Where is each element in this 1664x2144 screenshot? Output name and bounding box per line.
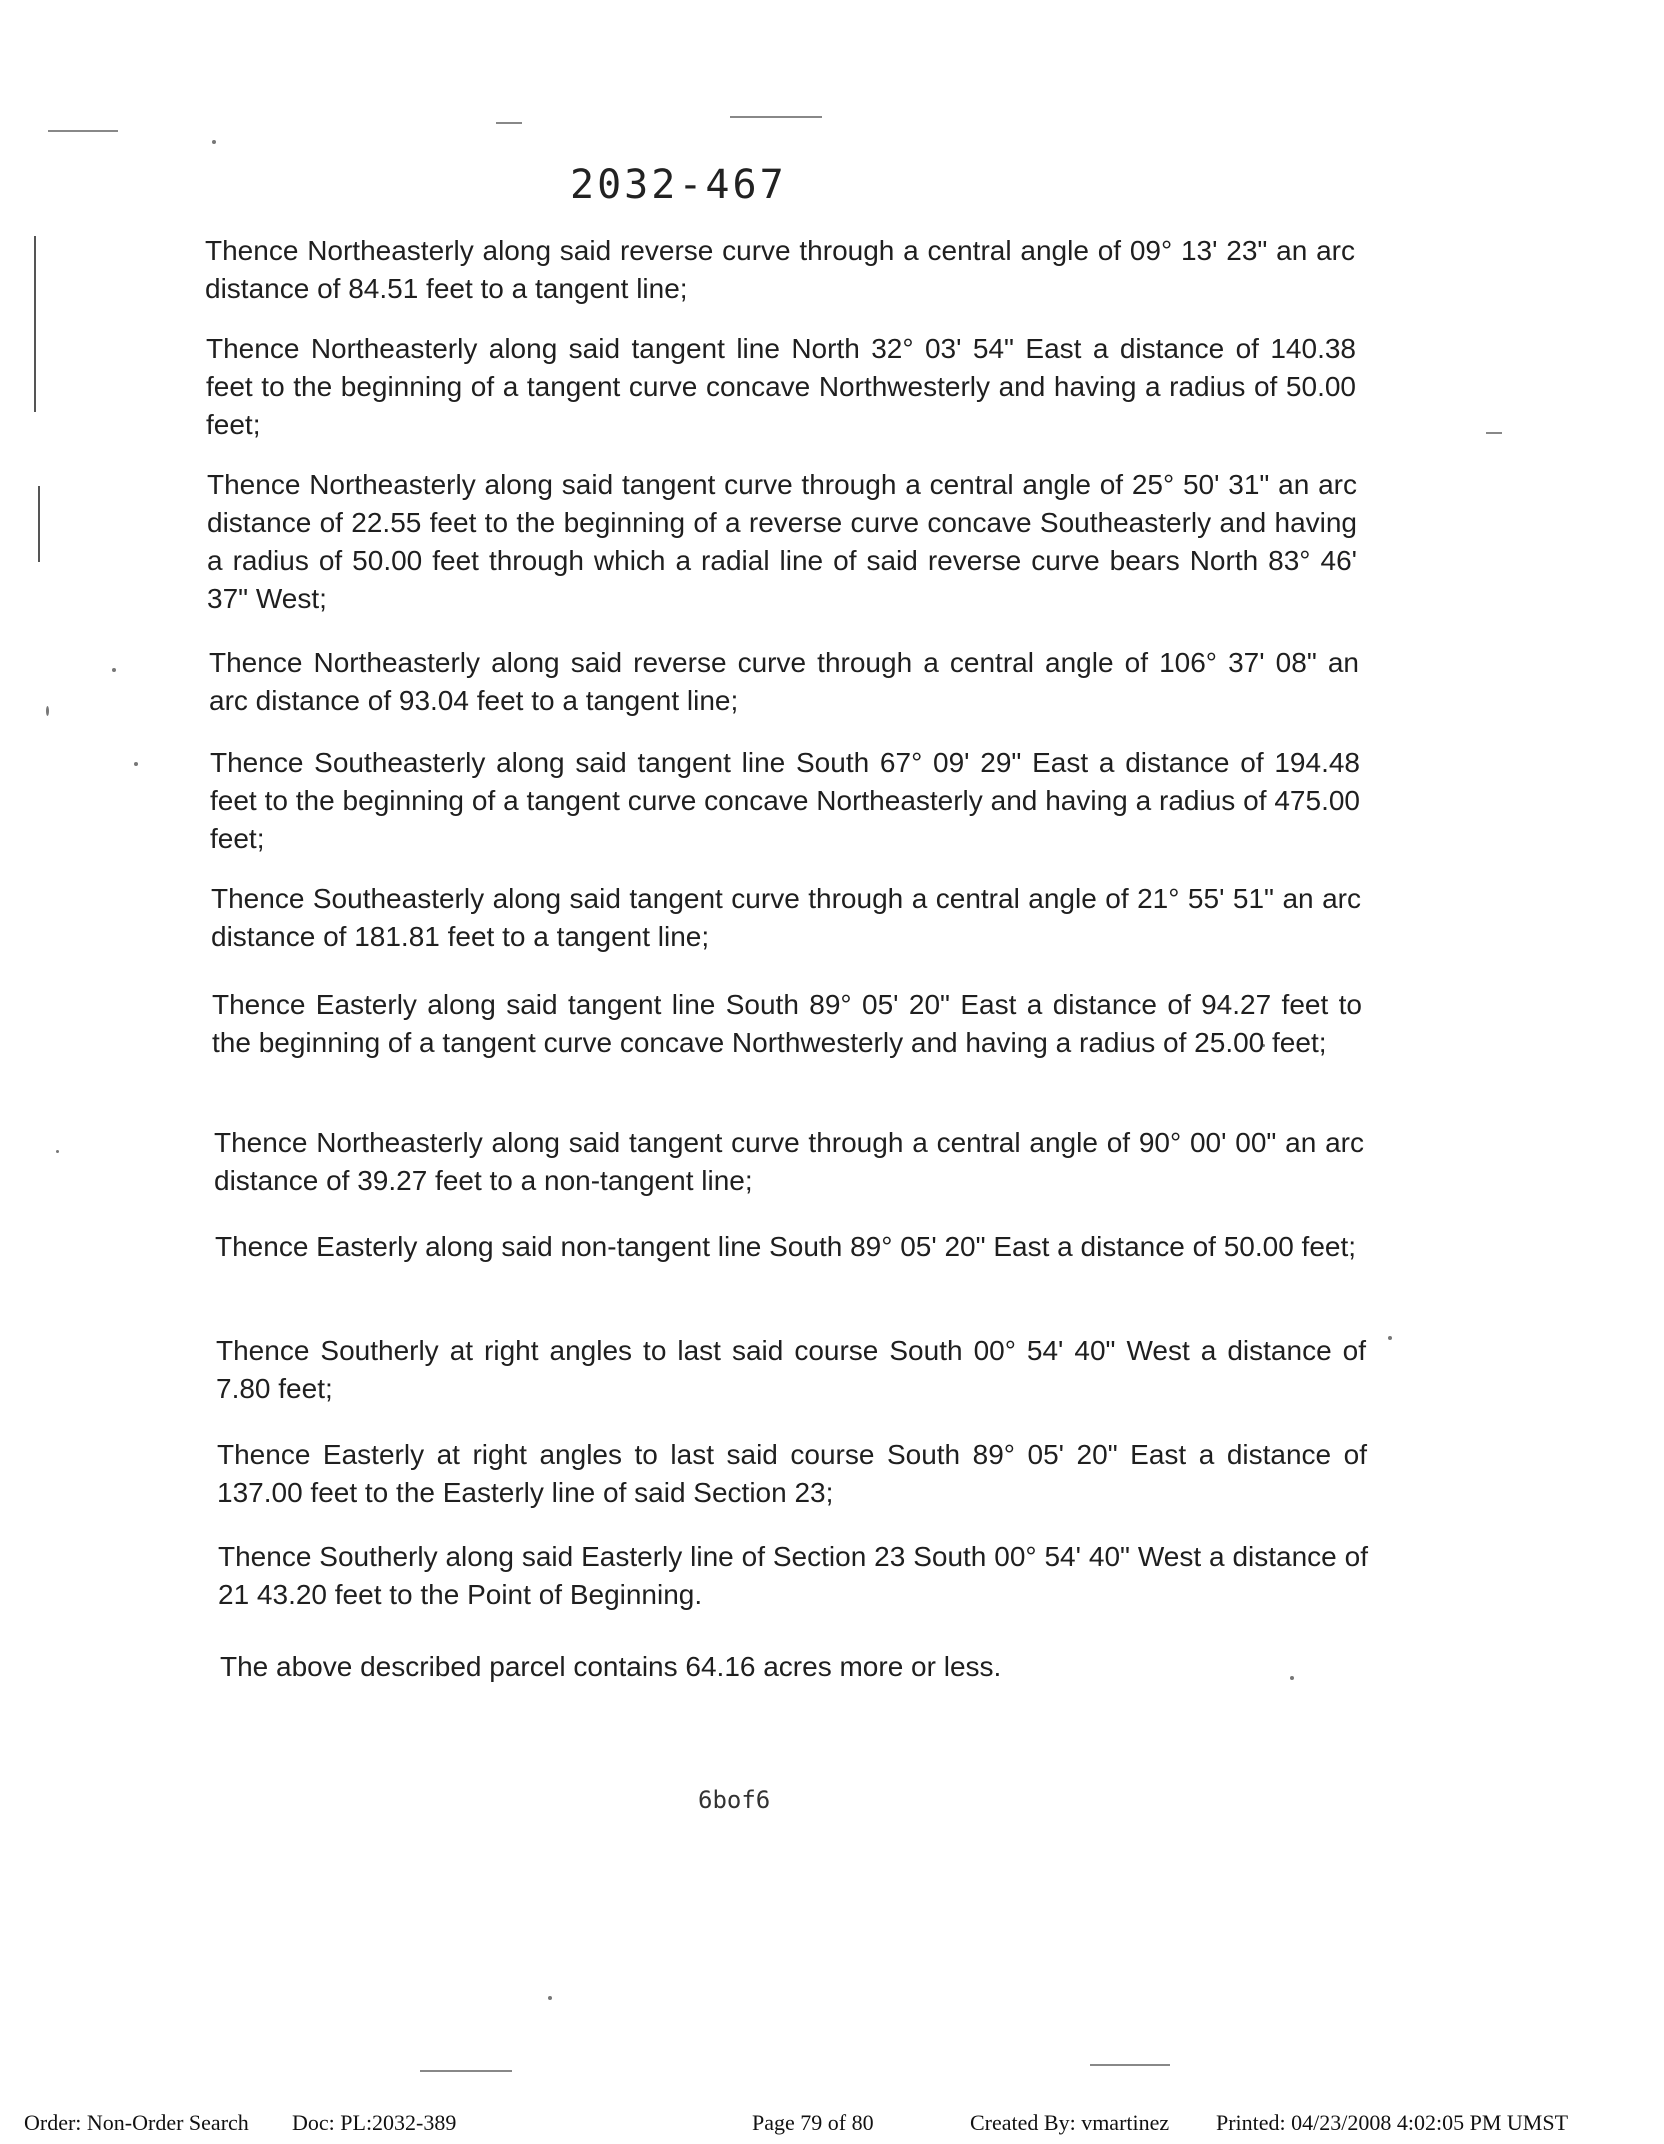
scan-dash [496, 122, 522, 124]
footer-doc: Doc: PL:2032-389 [292, 2110, 457, 2135]
scan-dash [730, 116, 822, 118]
course-paragraph: Thence Northeasterly along said tangent curve through a central angle of 90° 00' 00" an arc distance of 39.27 feet to a non-tangent line; [214, 1127, 1364, 1196]
print-footer [0, 2110, 1664, 2140]
footer-printed: Printed: 04/23/2008 4:02:05 PM UMST [1216, 2110, 1569, 2135]
course-paragraph: Thence Northeasterly along said tangent curve through a central angle of 25° 50' 31" an arc distance of 22.55 feet to the beginning of a reverse curve concave Southeasterly and having a radius of 50.00 feet through which a radial line of said reverse curve bears North 83° 46' 37" West; [207, 469, 1357, 614]
scan-speck [212, 140, 216, 144]
scan-dash [1486, 432, 1502, 434]
scan-speck [46, 706, 49, 716]
scan-speck [134, 762, 138, 766]
course-paragraph: Thence Northeasterly along said tangent line North 32° 03' 54" East a distance of 140.38 feet to the beginning of a tangent curve concave Northwesterly and having a radius of 50.00 feet; [206, 333, 1356, 440]
course-paragraph: Thence Southeasterly along said tangent curve through a central angle of 21° 55' 51" an arc distance of 181.81 feet to a tangent line; [211, 883, 1361, 952]
course-paragraph: Thence Easterly at right angles to last said course South 89° 05' 20" East a distance of 137.00 feet to the Easterly line of said Section 23; [217, 1439, 1367, 1508]
course-paragraph: Thence Easterly along said tangent line South 89° 05' 20" East a distance of 94.27 feet to the beginning of a tangent curve concave Northwesterly and having a radius of 25.00 feet; [212, 989, 1362, 1058]
footer-created-by: Created By: vmartinez [970, 2110, 1170, 2135]
course-paragraph: Thence Northeasterly along said reverse curve through a central angle of 09° 13' 23" an arc distance of 84.51 feet to a tangent line; [205, 235, 1355, 304]
acreage-statement: The above described parcel contains 64.16 acres more or less. [220, 1651, 1002, 1682]
course-paragraph: Thence Southeasterly along said tangent line South 67° 09' 29" East a distance of 194.48 feet to the beginning of a tangent curve concave Northeasterly and having a radius of 475.00 feet; [210, 747, 1360, 854]
course-paragraph: Thence Northeasterly along said reverse curve through a central angle of 106° 37' 08" an arc distance of 93.04 feet to a tangent line; [209, 647, 1359, 716]
course-paragraph: Thence Southerly at right angles to last said course South 00° 54' 40" West a distance of 7.80 feet; [216, 1335, 1366, 1404]
scan-speck [548, 1996, 552, 2000]
footer-order: Order: Non-Order Search [24, 2110, 249, 2135]
scan-speck [56, 1150, 59, 1153]
scan-dash [420, 2070, 512, 2072]
book-page-number: 2032-467 [570, 162, 787, 208]
scan-dash [1090, 2064, 1170, 2066]
scan-speck [1388, 1336, 1392, 1340]
course-paragraph: Thence Easterly along said non-tangent line South 89° 05' 20" East a distance of 50.00 feet; [215, 1231, 1357, 1262]
scan-dash [48, 130, 118, 132]
scan-margin-line [38, 486, 40, 562]
course-paragraph: Thence Southerly along said Easterly line of Section 23 South 00° 54' 40" West a distance of 21 43.20 feet to the Point of Beginning. [218, 1541, 1368, 1610]
scan-speck [112, 668, 116, 672]
scan-margin-line [34, 236, 36, 412]
sheet-number: 6bof6 [698, 1786, 771, 1814]
footer-page: Page 79 of 80 [752, 2110, 874, 2135]
